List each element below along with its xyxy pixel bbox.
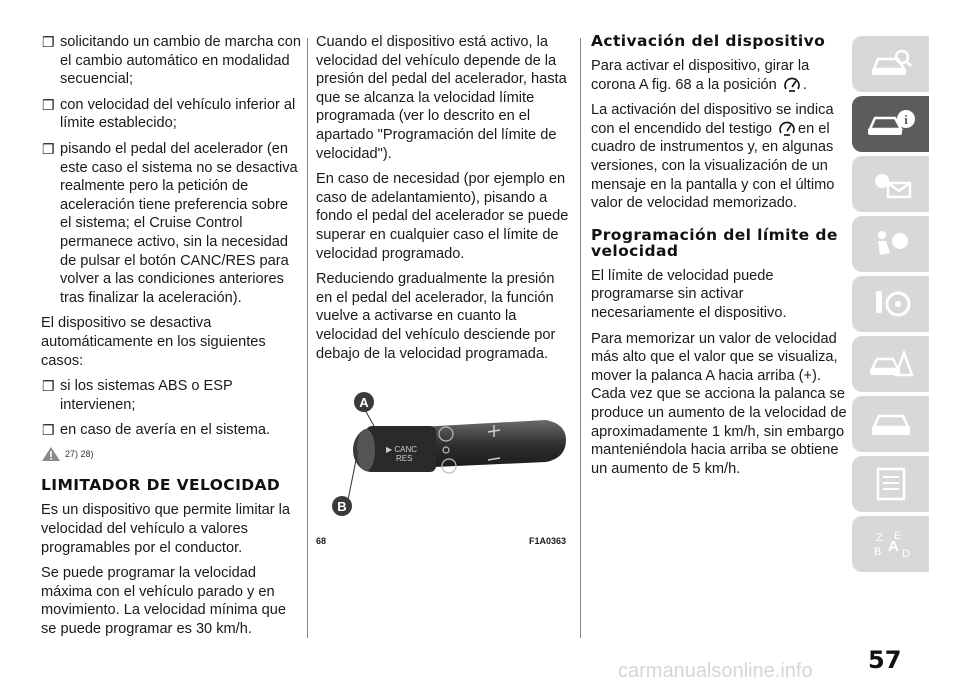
bullet-list-deactivation <box>41 377 301 440</box>
tab-car-service[interactable] <box>852 396 929 452</box>
callout-b: B <box>337 499 347 514</box>
callout-a: A <box>359 395 369 410</box>
canc-res-label: ▶ CANC RES <box>386 445 418 463</box>
chapter-tabs <box>852 36 929 576</box>
speed-limiter-symbol-icon <box>783 76 801 92</box>
tab-warning-lights[interactable] <box>852 156 929 212</box>
column-2 <box>316 33 572 370</box>
section-heading-programming: Programación del límite de velocidad <box>591 225 838 260</box>
checkbox-bullet-icon: ❒ <box>42 140 55 157</box>
alphabet-index-icon <box>868 527 914 561</box>
paragraph: Se puede programar la velocidad máxima con el vehículo parado y en movimiento. La velocidad mínima que se puede programar es 30 km/h. <box>41 565 286 638</box>
tab-car-search[interactable] <box>852 36 929 92</box>
figure-code: F1A0363 <box>528 536 566 546</box>
paragraph: En caso de necesidad (por ejemplo en caso de adelantamiento), pisando a fondo el pedal del acelerador se puede superar en cualquier caso el límite de velocidad programado. <box>316 171 569 262</box>
warning-triangle-icon <box>41 446 61 462</box>
car-service-icon <box>868 407 914 441</box>
paragraph-text: en el cuadro de instrumentos y, en algunas versiones, con la visualización de un mensaje en la pantalla y con el último valor de velocidad memorizado. <box>591 120 835 212</box>
speed-limiter-warning-light-icon <box>778 120 796 136</box>
column-1 <box>41 33 301 646</box>
figure-68-stalk <box>316 368 572 546</box>
checkbox-bullet-icon: ❒ <box>42 34 55 50</box>
list-item-text: con velocidad del vehículo inferior al límite establecido; <box>60 96 296 132</box>
svg-text:B: B <box>873 546 881 558</box>
paragraph-text: . <box>802 76 807 93</box>
column-3 <box>591 33 847 485</box>
tab-car-breakdown[interactable] <box>852 336 929 392</box>
steering-key-icon <box>868 287 914 321</box>
paragraph-text: Para activar el dispositivo, girar la corona A fig. 68 a la posición <box>591 58 810 93</box>
warning-reference <box>41 445 301 464</box>
watermark: carmanualsonline.info <box>618 660 813 682</box>
checkbox-bullet-icon: ❒ <box>42 378 55 395</box>
paragraph <box>591 57 847 94</box>
car-breakdown-icon <box>868 347 914 381</box>
paragraph <box>591 101 847 213</box>
figure-number: 68 <box>316 536 327 546</box>
tab-airbag[interactable] <box>852 216 929 272</box>
svg-text:D: D <box>901 548 910 560</box>
airbag-icon <box>868 227 914 261</box>
svg-text:E: E <box>893 530 901 542</box>
tab-spec-list[interactable] <box>852 456 929 512</box>
paragraph: Es un dispositivo que permite limitar la velocidad del vehículo a valores programables por el conductor. <box>41 502 291 556</box>
tab-car-info[interactable] <box>852 96 929 152</box>
list-item-text: si los sistemas ABS o ESP intervienen; <box>60 378 233 413</box>
checkbox-bullet-icon: ❒ <box>42 422 55 439</box>
svg-text:i: i <box>903 112 908 127</box>
tab-alphabet-index[interactable] <box>852 516 929 572</box>
warning-ref-text: 27) 28) <box>65 448 94 459</box>
list-item <box>41 33 301 89</box>
list-item-text: solicitando un cambio de marcha con el cambio automático en modalidad secuencial; <box>60 34 301 88</box>
list-item <box>41 421 301 440</box>
list-item <box>41 96 301 133</box>
car-info-icon <box>866 107 916 141</box>
list-item-text: pisando el pedal del acelerador (en este caso el sistema no se desactiva realmente pero la petición de aceleración tiene preferencia sobre el sistema; el Cruise Control permanece activo, sin la necesidad de pulsar el botón CANC/RES para volver a las condiciones anteriores tras finalizar la aceleración). <box>60 140 298 306</box>
section-heading-activation: Activación del dispositivo <box>591 32 826 50</box>
paragraph: El límite de velocidad puede programarse sin activar necesariamente el dispositivo. <box>591 267 787 321</box>
checkbox-bullet-icon: ❒ <box>42 96 55 113</box>
car-search-icon <box>868 47 914 81</box>
list-item-text: en caso de avería en el sistema. <box>60 422 271 439</box>
section-heading-speed-limiter: LIMITADOR DE VELOCIDAD <box>41 476 281 495</box>
svg-text:Z: Z <box>875 532 883 544</box>
stalk-illustration <box>316 368 572 528</box>
warning-lights-icon <box>868 167 914 201</box>
paragraph: Reduciendo gradualmente la presión en el pedal del acelerador, la función vuelve a activarse en cuanto la velocidad del vehículo desciende por debajo de la velocidad programada. <box>316 271 556 362</box>
list-item <box>41 377 301 414</box>
paragraph: El dispositivo se desactiva automáticamente en los siguientes casos: <box>41 315 266 369</box>
column-divider <box>580 38 581 638</box>
page-number: 57 <box>868 646 902 674</box>
paragraph: Cuando el dispositivo está activo, la velocidad del vehículo depende de la presión del pedal del acelerador, hasta que se alcanza la velocidad límite programada (ver lo descrito en el apartado "Programación del límite de velocidad"). <box>316 34 567 162</box>
paragraph-text: La activación del dispositivo se indica con el encendido del testigo <box>591 102 834 137</box>
bullet-list-exit-conditions <box>41 33 301 307</box>
column-divider <box>307 38 308 638</box>
paragraph: Para memorizar un valor de velocidad más alto que el valor que se visualiza, mover la palanca A hacia arriba (+). Cada vez que se acciona la palanca se produce un aumento de la velocidad de aproximadamente 1 km/h, sin embargo manteniéndola hacia arriba se obtiene un aumento de 5 km/h. <box>591 330 847 477</box>
svg-text:A: A <box>887 538 899 555</box>
list-item <box>41 140 301 307</box>
spec-list-icon <box>868 467 914 501</box>
tab-steering-key[interactable] <box>852 276 929 332</box>
